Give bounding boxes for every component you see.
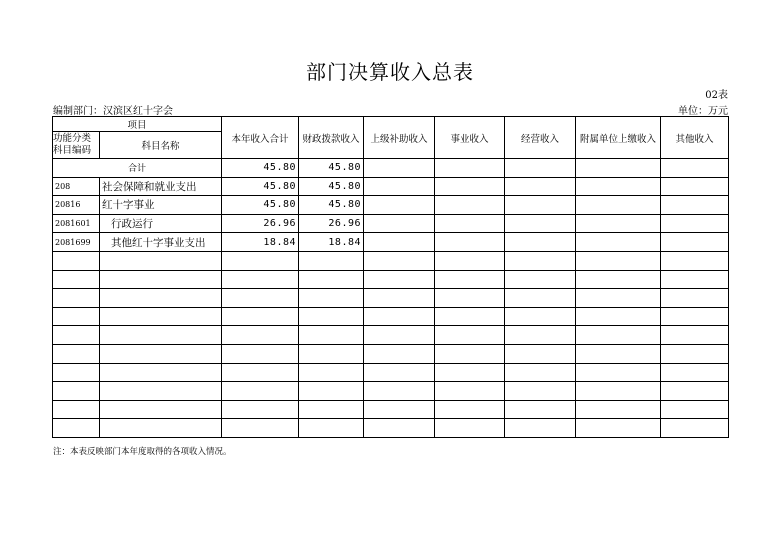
cell-value	[364, 196, 435, 215]
cell-value	[661, 233, 729, 252]
empty-cell	[100, 400, 222, 419]
empty-cell	[576, 326, 661, 345]
empty-cell	[505, 251, 576, 270]
empty-cell	[299, 307, 364, 326]
empty-cell	[364, 382, 435, 401]
empty-row	[53, 382, 729, 401]
total-value	[505, 159, 576, 178]
table-row	[53, 196, 729, 215]
empty-row	[53, 289, 729, 308]
empty-cell	[100, 363, 222, 382]
empty-cell	[53, 344, 100, 363]
empty-cell	[299, 270, 364, 289]
empty-cell	[222, 382, 299, 401]
empty-cell	[505, 307, 576, 326]
empty-cell	[435, 270, 505, 289]
empty-cell	[435, 419, 505, 438]
empty-cell	[661, 251, 729, 270]
header-superior-subsidy: 上级补助收入	[364, 117, 435, 159]
empty-cell	[222, 270, 299, 289]
cell-value	[364, 214, 435, 233]
empty-cell	[364, 326, 435, 345]
empty-row	[53, 326, 729, 345]
empty-cell	[661, 344, 729, 363]
empty-cell	[100, 270, 222, 289]
cell-value	[576, 233, 661, 252]
page-title: 部门决算收入总表	[306, 60, 474, 84]
empty-cell	[505, 363, 576, 382]
cell-value	[364, 177, 435, 196]
subject-code: 20816	[53, 196, 100, 215]
subject-name: 行政运行	[100, 214, 222, 233]
total-value	[661, 159, 729, 178]
subject-code: 208	[53, 177, 100, 196]
cell-value: 45.80	[299, 177, 364, 196]
empty-cell	[299, 326, 364, 345]
empty-cell	[100, 251, 222, 270]
empty-cell	[576, 382, 661, 401]
cell-value	[576, 177, 661, 196]
cell-value	[435, 196, 505, 215]
cell-value	[505, 196, 576, 215]
empty-cell	[576, 363, 661, 382]
empty-cell	[53, 382, 100, 401]
cell-value: 18.84	[222, 233, 299, 252]
empty-cell	[661, 326, 729, 345]
header-item: 项目	[53, 117, 222, 132]
subject-code: 2081601	[53, 214, 100, 233]
empty-cell	[53, 270, 100, 289]
header-fiscal-appropriation: 财政拨款收入	[299, 117, 364, 159]
table-row	[53, 214, 729, 233]
cell-value	[576, 214, 661, 233]
header-operating-revenue: 经营收入	[505, 117, 576, 159]
header-code: 功能分类科目编码	[53, 132, 100, 159]
cell-value	[435, 214, 505, 233]
header-affiliated-unit-revenue: 附属单位上缴收入	[576, 117, 661, 159]
cell-value	[505, 214, 576, 233]
empty-row	[53, 270, 729, 289]
empty-row	[53, 363, 729, 382]
empty-cell	[576, 289, 661, 308]
empty-cell	[505, 400, 576, 419]
empty-cell	[222, 289, 299, 308]
empty-cell	[435, 363, 505, 382]
empty-cell	[222, 251, 299, 270]
empty-cell	[364, 344, 435, 363]
empty-cell	[505, 326, 576, 345]
empty-cell	[435, 344, 505, 363]
empty-cell	[53, 307, 100, 326]
empty-row	[53, 419, 729, 438]
empty-cell	[299, 289, 364, 308]
cell-value: 18.84	[299, 233, 364, 252]
subject-code: 2081699	[53, 233, 100, 252]
empty-cell	[364, 400, 435, 419]
table-row	[53, 177, 729, 196]
empty-cell	[576, 251, 661, 270]
empty-cell	[222, 307, 299, 326]
cell-value	[505, 177, 576, 196]
empty-cell	[435, 251, 505, 270]
empty-cell	[53, 326, 100, 345]
empty-cell	[100, 326, 222, 345]
empty-cell	[222, 326, 299, 345]
empty-cell	[299, 251, 364, 270]
header-total-revenue: 本年收入合计	[222, 117, 299, 159]
cell-value: 45.80	[222, 196, 299, 215]
empty-cell	[222, 400, 299, 419]
empty-cell	[661, 382, 729, 401]
empty-cell	[435, 326, 505, 345]
empty-cell	[435, 289, 505, 308]
cell-value: 45.80	[299, 196, 364, 215]
form-number: 02表	[705, 90, 728, 101]
empty-cell	[299, 419, 364, 438]
empty-row	[53, 400, 729, 419]
empty-cell	[661, 289, 729, 308]
empty-cell	[222, 363, 299, 382]
cell-value	[661, 214, 729, 233]
total-value	[364, 159, 435, 178]
cell-value	[661, 196, 729, 215]
empty-cell	[100, 289, 222, 308]
empty-cell	[661, 270, 729, 289]
department-label: 编制部门：汉滨区红十字会	[53, 106, 173, 117]
empty-cell	[299, 344, 364, 363]
header-other-revenue: 其他收入	[661, 117, 729, 159]
empty-cell	[661, 363, 729, 382]
empty-cell	[435, 382, 505, 401]
cell-value	[435, 177, 505, 196]
empty-cell	[222, 419, 299, 438]
cell-value	[364, 233, 435, 252]
header-business-revenue: 事业收入	[435, 117, 505, 159]
cell-value	[435, 233, 505, 252]
empty-cell	[576, 419, 661, 438]
empty-cell	[100, 344, 222, 363]
empty-cell	[364, 419, 435, 438]
total-value: 45.80	[222, 159, 299, 178]
empty-cell	[505, 344, 576, 363]
cell-value: 45.80	[222, 177, 299, 196]
empty-row	[53, 251, 729, 270]
revenue-summary-table	[52, 116, 729, 438]
empty-cell	[222, 344, 299, 363]
empty-cell	[661, 307, 729, 326]
empty-cell	[505, 270, 576, 289]
empty-cell	[435, 307, 505, 326]
empty-cell	[100, 382, 222, 401]
subject-name: 社会保障和就业支出	[100, 177, 222, 196]
subject-name: 红十字事业	[100, 196, 222, 215]
empty-cell	[505, 419, 576, 438]
cell-value: 26.96	[299, 214, 364, 233]
empty-cell	[53, 363, 100, 382]
empty-cell	[505, 289, 576, 308]
table-row	[53, 233, 729, 252]
empty-cell	[100, 307, 222, 326]
empty-cell	[299, 382, 364, 401]
header-name: 科目名称	[100, 132, 222, 159]
total-value	[576, 159, 661, 178]
empty-cell	[100, 419, 222, 438]
empty-cell	[53, 400, 100, 419]
empty-cell	[364, 251, 435, 270]
empty-cell	[53, 289, 100, 308]
empty-row	[53, 307, 729, 326]
total-row	[53, 159, 729, 178]
empty-cell	[364, 270, 435, 289]
empty-cell	[364, 307, 435, 326]
empty-cell	[661, 419, 729, 438]
empty-cell	[576, 307, 661, 326]
cell-value	[505, 233, 576, 252]
empty-cell	[364, 363, 435, 382]
cell-value: 26.96	[222, 214, 299, 233]
empty-cell	[299, 400, 364, 419]
total-label: 合计	[53, 159, 222, 178]
empty-cell	[364, 289, 435, 308]
empty-cell	[53, 419, 100, 438]
empty-cell	[576, 344, 661, 363]
cell-value	[661, 177, 729, 196]
empty-cell	[505, 382, 576, 401]
subject-name: 其他红十字事业支出	[100, 233, 222, 252]
unit-label: 单位：万元	[678, 106, 728, 117]
total-value: 45.80	[299, 159, 364, 178]
empty-cell	[576, 270, 661, 289]
empty-cell	[661, 400, 729, 419]
empty-cell	[435, 400, 505, 419]
empty-cell	[576, 400, 661, 419]
empty-cell	[53, 251, 100, 270]
footnote: 注：本表反映部门本年度取得的各项收入情况。	[53, 447, 232, 457]
total-value	[435, 159, 505, 178]
empty-row	[53, 344, 729, 363]
cell-value	[576, 196, 661, 215]
empty-cell	[299, 363, 364, 382]
